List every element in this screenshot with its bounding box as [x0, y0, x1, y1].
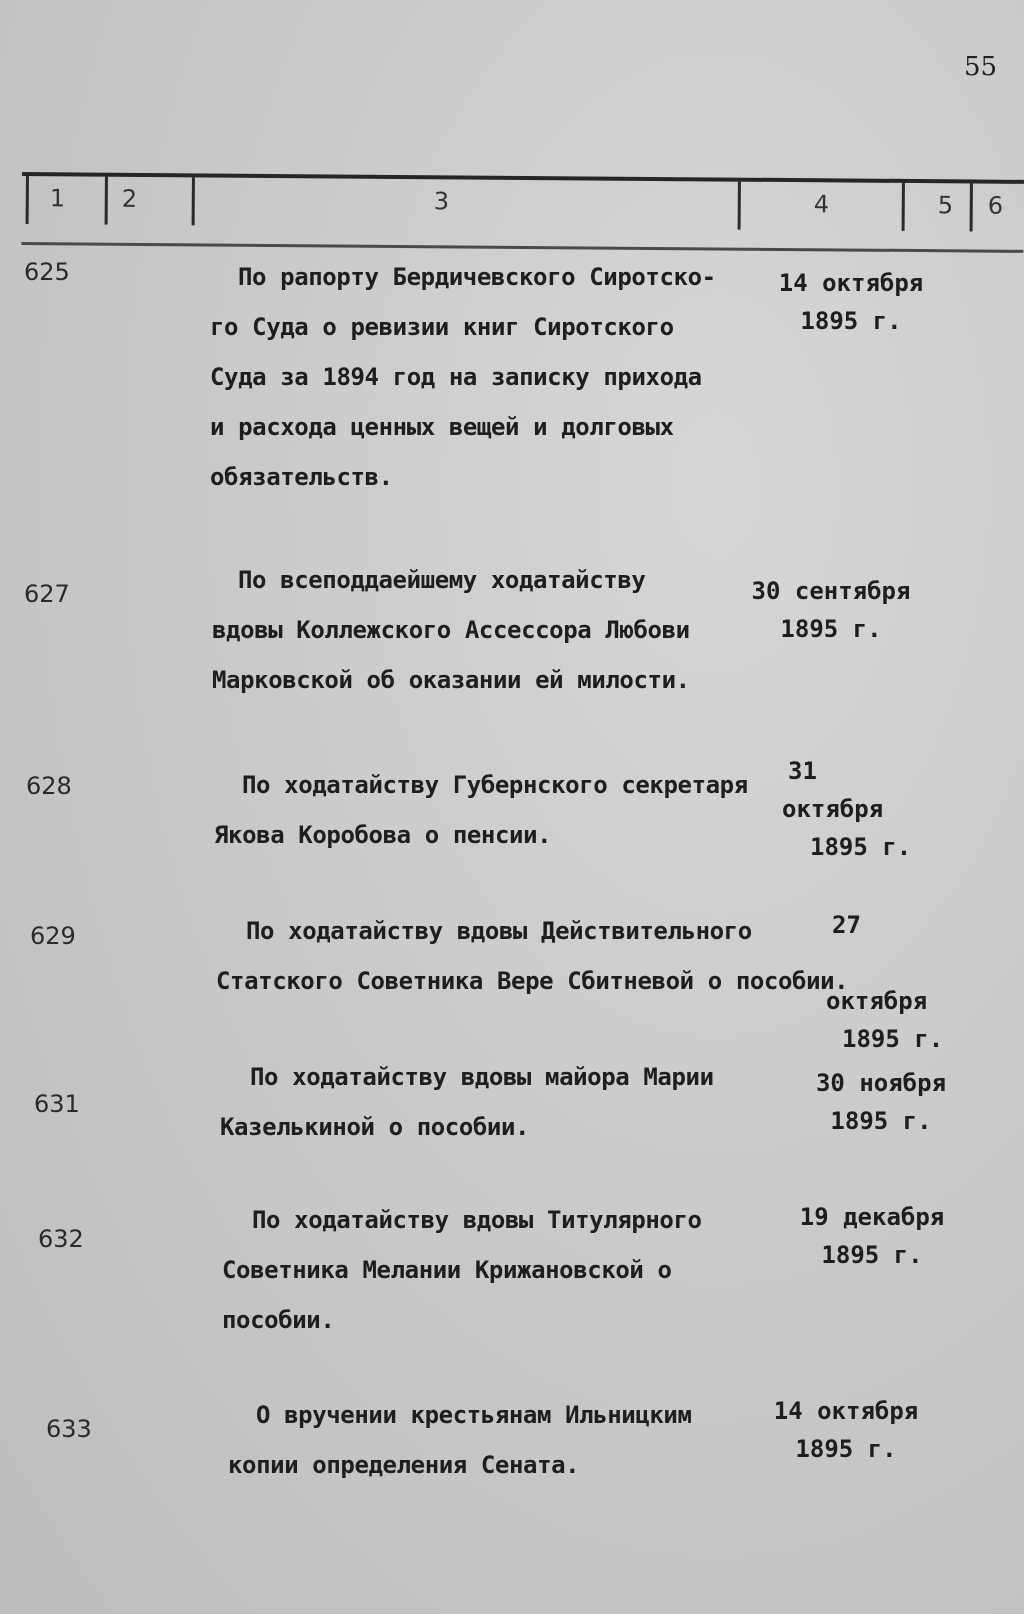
entry-date-line: октября: [782, 795, 884, 823]
entry-date: [806, 1064, 956, 1140]
entry-date: [776, 264, 926, 340]
entry-date-line: октября: [826, 987, 928, 1015]
entry-number: 625: [24, 258, 70, 286]
entry-text-line: Советника Мелании Крижановской о: [222, 1256, 672, 1284]
entry-date-line: 1895 г.: [830, 1107, 932, 1135]
entry-description: [212, 555, 690, 705]
column-separator: [105, 177, 108, 225]
entry-description: [228, 1390, 692, 1490]
entry-date: [746, 572, 916, 648]
entry-text-line: По ходатайству вдовы майора Марии: [250, 1063, 714, 1091]
entry-date: [800, 906, 950, 1058]
page-number: 55: [964, 52, 998, 82]
entry-number: 631: [34, 1090, 80, 1118]
entry-description: [222, 1195, 702, 1345]
entry-date-line: 27: [832, 911, 861, 939]
entry-text-line: и расхода ценных вещей и долговых: [210, 413, 674, 441]
entry-date-line: 1895 г.: [795, 1435, 897, 1463]
entry-date-line: [800, 944, 950, 982]
entry-date-line: 1895 г.: [780, 615, 882, 643]
entry-number: 628: [26, 772, 72, 800]
entry-date-line: 14 октября: [778, 269, 924, 297]
entry-text-line: По ходатайству вдовы Титулярного: [252, 1206, 702, 1234]
entry-text-line: обязательств.: [210, 463, 393, 491]
entry-date-line: 19 декабря: [799, 1203, 945, 1231]
entry-text-line: По рапорту Бердичевского Сиротско-: [238, 263, 716, 291]
entry-text-line: Марковской об оказании ей милости.: [212, 666, 690, 694]
entry-text-line: вдовы Коллежского Ассессора Любови: [212, 616, 690, 644]
entry-number: 629: [30, 922, 76, 950]
entry-description: [216, 906, 848, 1006]
entry-text-line: Казелькиной о пособии.: [220, 1113, 530, 1141]
entry-number: 627: [24, 580, 70, 608]
entry-text-line: копии определения Сената.: [228, 1451, 580, 1479]
entry-description: [220, 1052, 714, 1152]
entry-date-line: 14 октября: [773, 1397, 919, 1425]
entry-date-line: 30 ноября: [815, 1069, 947, 1097]
entry-date-line: 1895 г.: [842, 1025, 944, 1053]
entry-text-line: О вручении крестьянам Ильницким: [256, 1401, 692, 1429]
entry-date-line: 1895 г.: [800, 307, 902, 335]
entry-date-line: 31: [788, 757, 817, 785]
entry-description: [210, 252, 716, 502]
column-separator: [192, 177, 195, 225]
entry-text-line: пособии.: [222, 1306, 335, 1334]
entry-text-line: го Суда о ревизии книг Сиротского: [210, 313, 674, 341]
column-separator: [902, 183, 905, 231]
entry-text-line: По всеподдаейшему ходатайству: [238, 566, 646, 594]
column-separator: [970, 183, 973, 231]
entry-date: [766, 1392, 926, 1468]
column-header-row: [21, 172, 1024, 253]
entry-number: 632: [38, 1225, 84, 1253]
entry-date: [780, 752, 912, 866]
entry-date-line: 1895 г.: [810, 833, 912, 861]
entry-date-line: 1895 г.: [821, 1241, 923, 1269]
column-number-4: 4: [813, 190, 830, 219]
column-number-6: 6: [987, 191, 1004, 220]
entry-text-line: Якова Коробова о пенсии.: [214, 821, 552, 849]
entry-date-line: 30 сентября: [751, 577, 911, 605]
entry-text-line: Суда за 1894 год на записку прихода: [210, 363, 702, 391]
entry-text-line: По ходатайству Губернского секретаря: [242, 771, 748, 799]
column-separator: [738, 182, 741, 230]
entry-date: [792, 1198, 952, 1274]
column-number-3: 3: [433, 187, 450, 216]
column-separator: [26, 176, 29, 224]
entry-text-line: Статского Советника Вере Сбитневой о пособии.: [216, 967, 849, 995]
entry-description: [214, 760, 748, 860]
column-number-1: 1: [49, 184, 66, 213]
column-number-2: 2: [121, 184, 138, 213]
entry-text-line: По ходатайству вдовы Действительного: [246, 917, 752, 945]
entry-number: 633: [46, 1415, 92, 1443]
column-number-5: 5: [937, 191, 954, 220]
